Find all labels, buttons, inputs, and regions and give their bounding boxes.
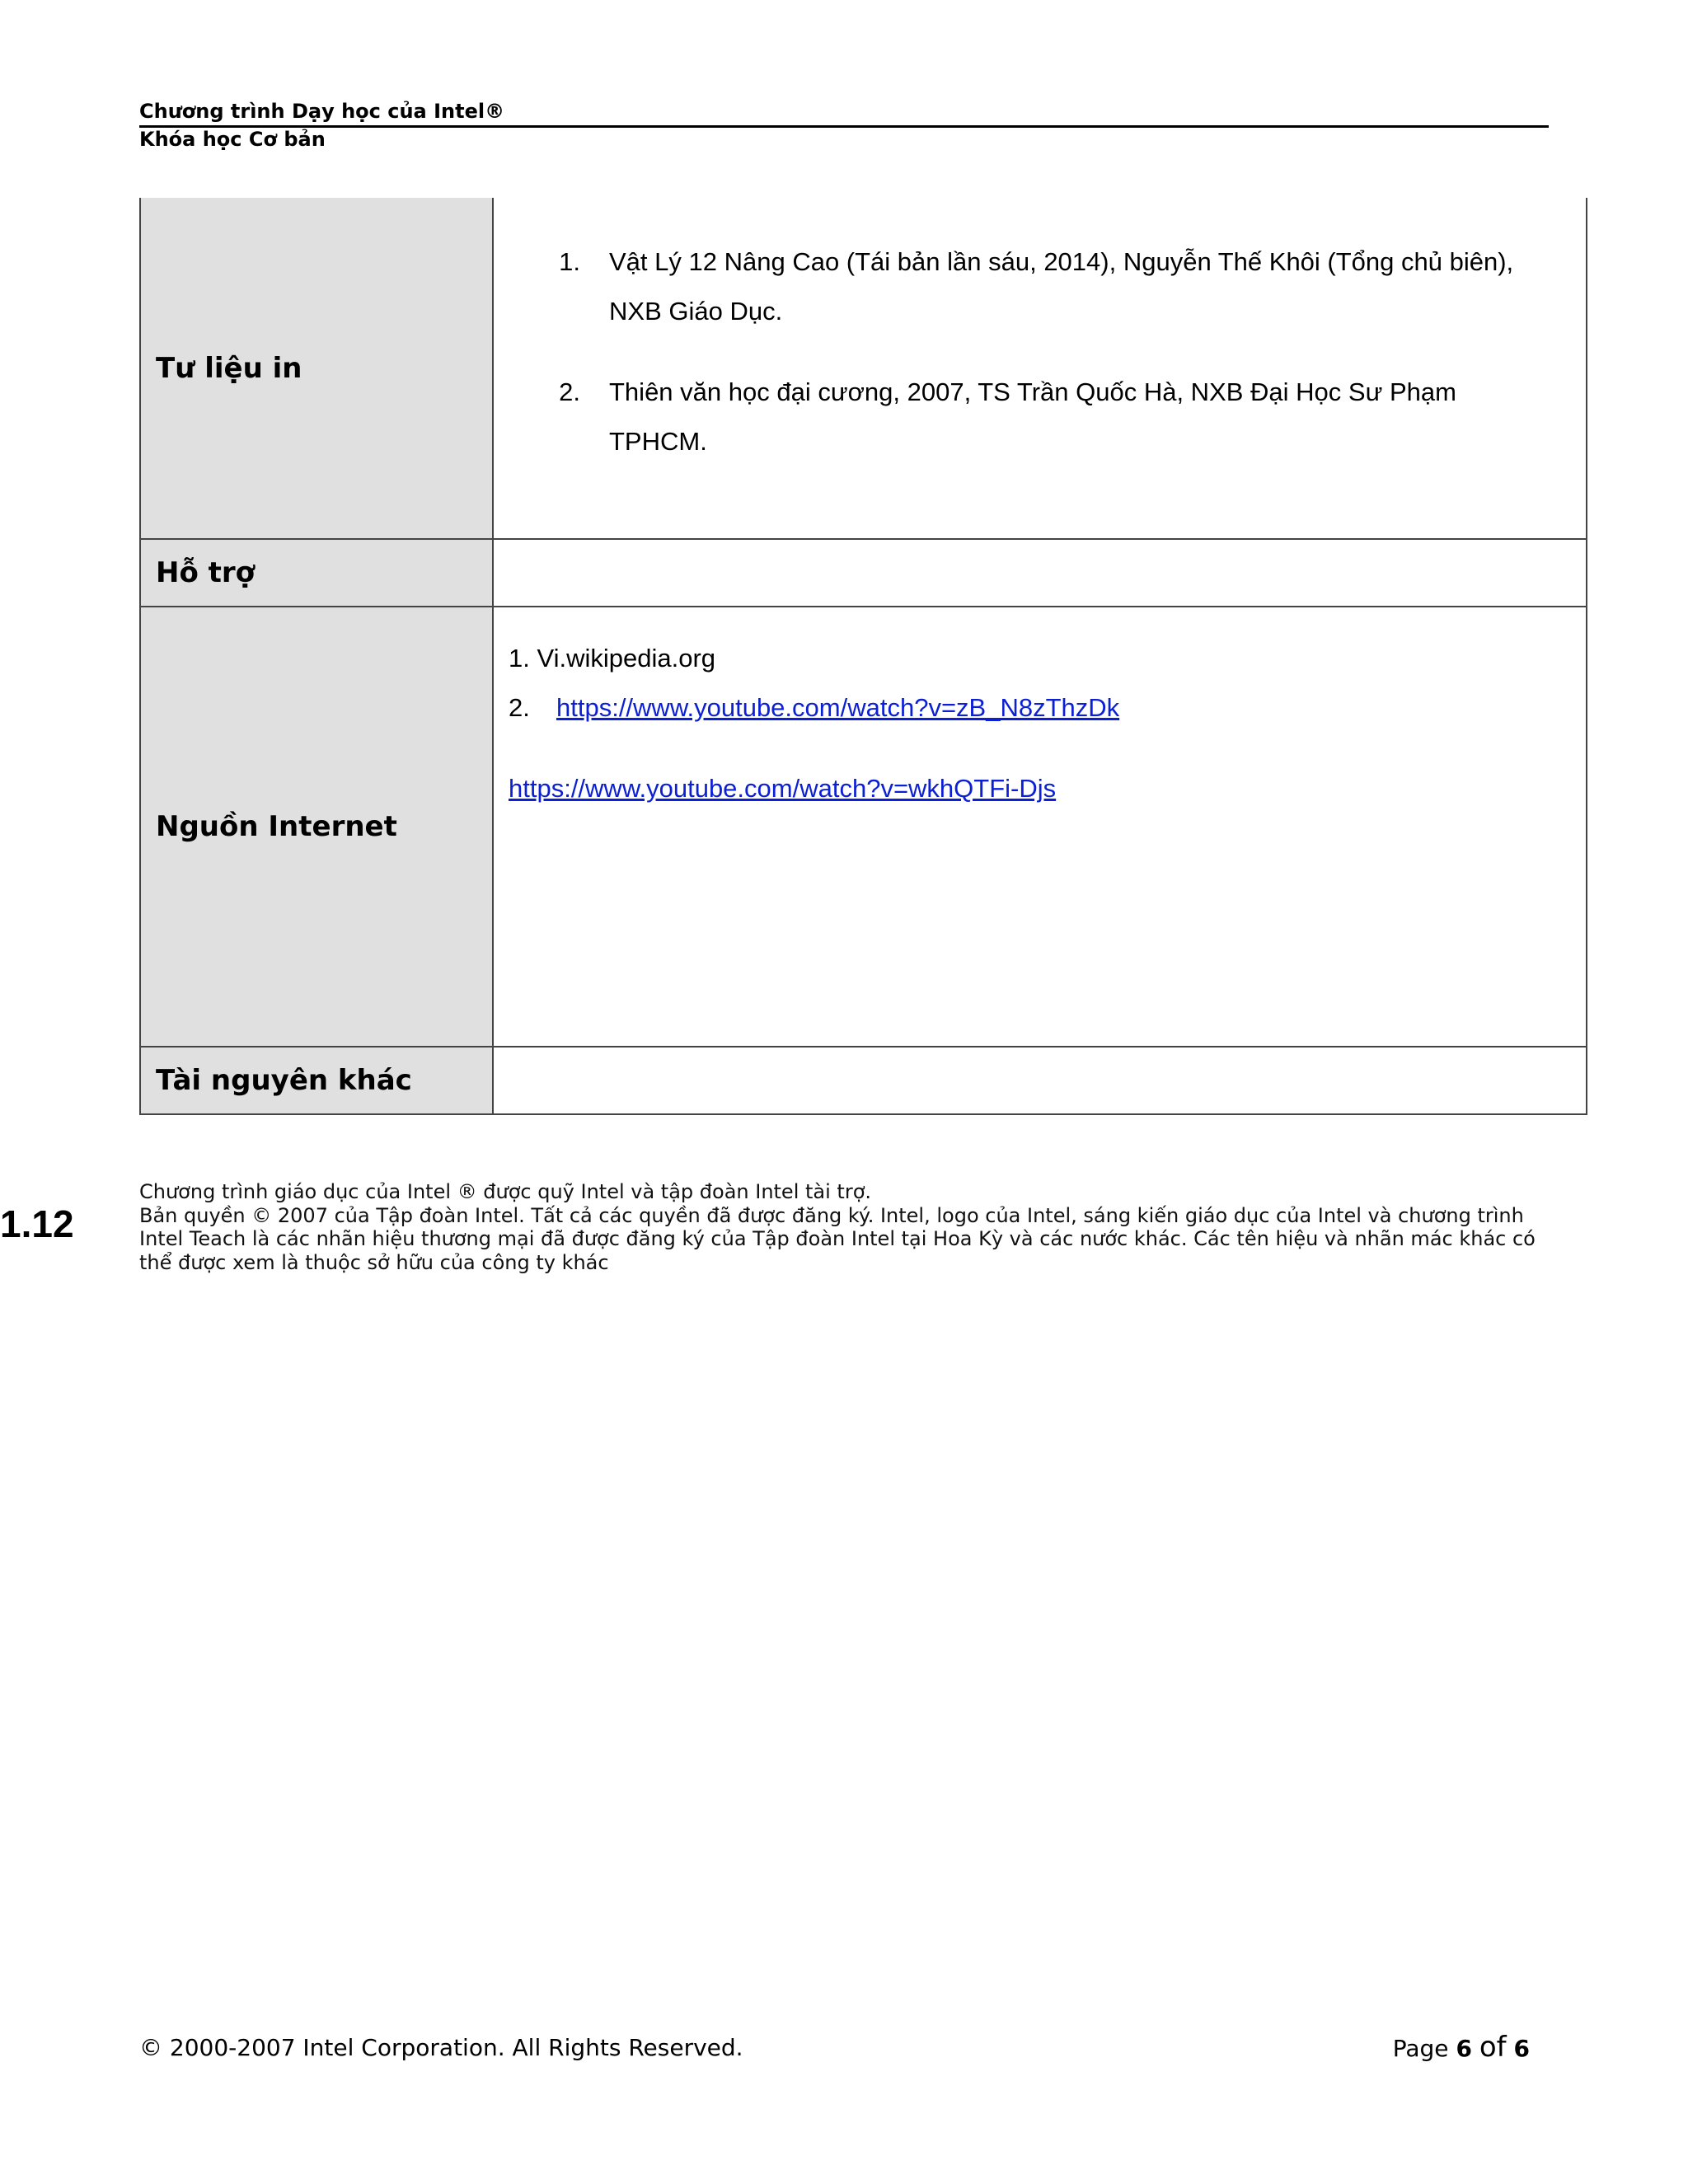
footer-copyright: © 2000-2007 Intel Corporation. All Rights Reserved. — [139, 2034, 743, 2061]
list-item — [494, 368, 1536, 466]
header-course-title: Khóa học Cơ bản — [139, 128, 326, 151]
of-word: of — [1479, 2031, 1507, 2064]
footer-page-number — [1393, 2031, 1530, 2064]
resources-table — [139, 198, 1587, 1115]
print-resources-list — [494, 198, 1586, 466]
fine-print — [139, 1180, 1540, 1274]
internet-resources-label: Nguồn Internet — [140, 607, 493, 1047]
youtube-link-1[interactable]: https://www.youtube.com/watch?v=zB_N8zThzDk — [556, 693, 1120, 722]
list-item-number: 1. — [559, 247, 580, 276]
print-resources-cell — [493, 198, 1587, 539]
other-resources-label: Tài nguyên khác — [140, 1047, 493, 1114]
internet-resources-list — [494, 607, 1586, 813]
header-program-title: Chương trình Dạy học của Intel® — [139, 100, 505, 123]
list-item-text: Thiên văn học đại cương, 2007, TS Trần Quốc Hà, NXB Đại Học Sư Phạm TPHCM. — [609, 377, 1456, 456]
internet-item-wikipedia: 1. Vi.wikipedia.org — [509, 644, 716, 673]
header-rule — [139, 125, 1549, 128]
list-item-number: 2. — [509, 693, 530, 722]
internet-item-youtube-2 — [509, 764, 1586, 813]
other-resources-cell — [493, 1047, 1587, 1114]
internet-item-youtube-1 — [509, 683, 1586, 733]
side-section-number: 1.12 — [0, 1202, 74, 1245]
other-resources-row — [140, 1047, 1587, 1114]
support-row — [140, 539, 1587, 607]
youtube-link-2[interactable]: https://www.youtube.com/watch?v=wkhQTFi-Djs — [509, 774, 1057, 803]
list-item-number: 2. — [559, 377, 580, 406]
page-current: 6 — [1456, 2035, 1472, 2062]
fine-print-copyright: Bản quyền © 2007 của Tập đoàn Intel. Tất cả các quyền đã được đăng ký. Intel, logo của Intel, sáng kiến giáo dục của Intel và chương trình Intel Teach là các nhãn hiệu thương mại đã được đăng ký của Tập đoàn Intel tại Hoa Kỳ và các nước khác. Các tên hiệu và nhãn mác khác có thể được xem là thuộc sở hữu của công ty khác — [139, 1203, 1536, 1274]
print-resources-label: Tư liệu in — [140, 198, 493, 539]
support-cell — [493, 539, 1587, 607]
fine-print-sponsor: Chương trình giáo dục của Intel ® được quỹ Intel và tập đoàn Intel tài trợ. — [139, 1180, 871, 1203]
list-item — [494, 237, 1536, 336]
internet-resources-row — [140, 607, 1587, 1047]
page-word: Page — [1392, 2035, 1449, 2062]
print-resources-row — [140, 198, 1587, 539]
page-total: 6 — [1513, 2035, 1530, 2062]
list-item-text: Vật Lý 12 Nâng Cao (Tái bản lần sáu, 2014), Nguyễn Thế Khôi (Tổng chủ biên), NXB Giáo Dục. — [609, 247, 1514, 326]
support-label: Hỗ trợ — [140, 539, 493, 607]
internet-resources-cell — [493, 607, 1587, 1047]
